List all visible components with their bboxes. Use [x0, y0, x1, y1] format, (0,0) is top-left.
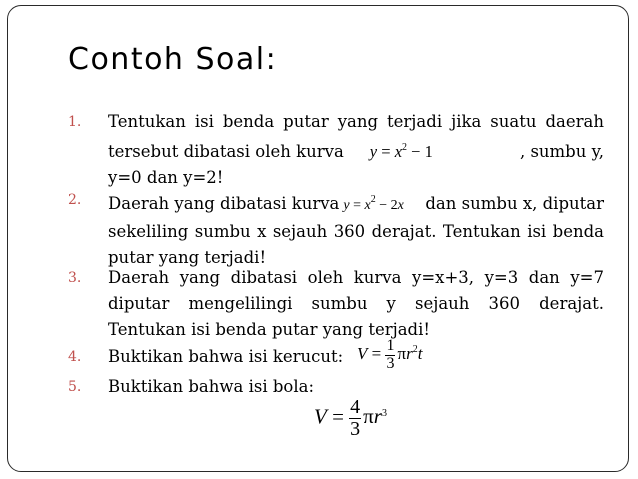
item-1-line-3: y=0 dan y=2!: [108, 168, 224, 187]
item-3-line-3: Tentukan isi benda putar yang terjadi!: [108, 320, 431, 339]
item-1-line-1: Tentukan isi benda putar yang terjadi jika suatu daerah: [108, 112, 604, 131]
list-item-3: [68, 265, 604, 343]
item-1-formula: $y = x^2 - 1$: [369, 142, 433, 161]
list-item-2: [68, 187, 604, 271]
item-number: 1.: [68, 114, 82, 130]
item-5-text: Buktikan bahwa isi bola:: [108, 377, 315, 396]
item-number: 3.: [68, 270, 82, 286]
item-number: 2.: [68, 192, 82, 208]
item-2-line-2: sekeliling sumbu x sejauh 360 derajat. Tentukan isi benda: [108, 222, 604, 241]
item-2-formula: $y = x^2 - 2x$: [343, 194, 404, 213]
item-2-line-1-pre: Daerah yang dibatasi kurva: [108, 194, 340, 213]
slide-title: Contoh Soal:: [68, 42, 278, 77]
cone-volume-formula: V = $\frac{1}{3}$ $\pi r^2t$: [357, 337, 423, 372]
item-number: 5.: [68, 379, 82, 395]
item-2-line-1-post: dan sumbu x, diputar: [425, 194, 604, 213]
item-1-line-2-post: , sumbu y,: [519, 142, 604, 161]
list-item-4: [68, 344, 604, 370]
item-1-line-2-pre: tersebut dibatasi oleh kurva: [108, 142, 344, 161]
item-number: 4.: [68, 349, 82, 365]
item-4-text: Buktikan bahwa isi kerucut:: [108, 347, 344, 366]
item-3-line-2: diputar mengelilingi sumbu y sejauh 360 derajat.: [108, 294, 604, 313]
list-item-1: [68, 109, 604, 191]
item-3-line-1: Daerah yang dibatasi oleh kurva y=x+3, y=3 dan y=7: [108, 268, 604, 287]
item-2-line-3: putar yang terjadi!: [108, 248, 267, 267]
sphere-volume-formula: V = $\frac{4}{3}$ $\pi r^3$: [314, 396, 387, 440]
